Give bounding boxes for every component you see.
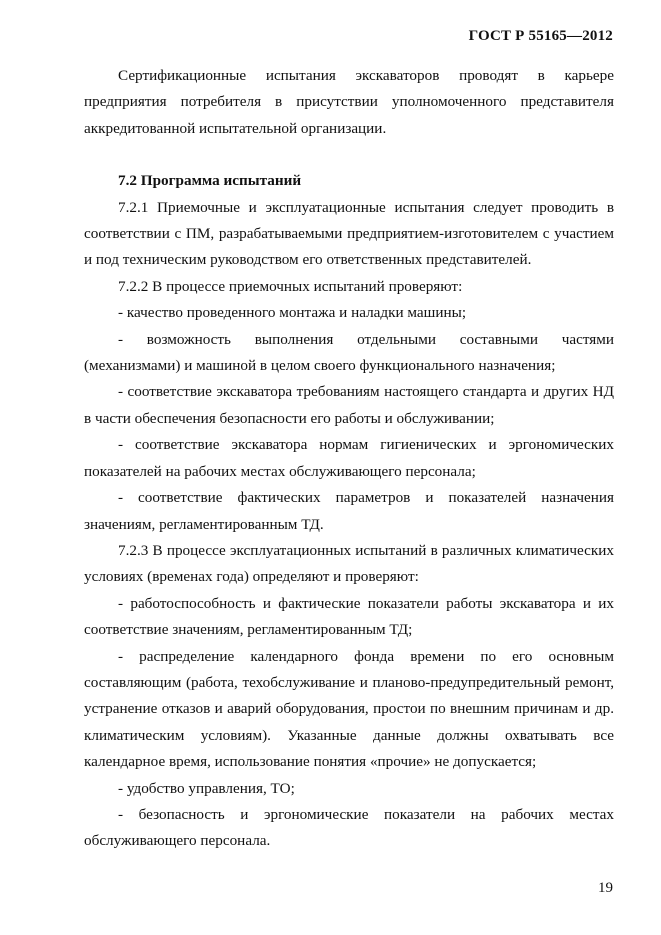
list-item: - качество проведенного монтажа и наладки машины;	[118, 304, 467, 322]
section-heading: 7.2 Программа испытаний	[118, 172, 302, 190]
list-item: - безопасность и эргономические показатели на рабочих местах обслуживающего персонала.	[84, 805, 614, 850]
list-item: - распределение календарного фонда времени по его основным составляющим (работа, техобслуживание и планово-предупредительный ремонт, устранение отказов и аварий оборудования, простои по внешним причинам и др. климатическим условиям). Указанные данные должны охватывать все календарное время, использование понятия «прочие» не допускается;	[84, 647, 614, 771]
document-body	[84, 63, 614, 855]
list-item: - соответствие экскаватора требованиям настоящего стандарта и других НД в части обеспечения безопасности его работы и обслуживании;	[84, 383, 614, 427]
paragraph-7-2-2: 7.2.2 В процессе приемочных испытаний проверяют:	[118, 277, 463, 295]
paragraph-7-2-3: 7.2.3 В процессе эксплуатационных испытаний в различных климатических условиях (временах года) определяют и проверяют:	[84, 541, 614, 586]
list-item: - соответствие фактических параметров и показателей назначения значениям, регламентированным ТД.	[84, 489, 614, 533]
standard-header: ГОСТ Р 55165—2012	[468, 28, 613, 44]
paragraph-certification: Сертификационные испытания экскаваторов проводят в карьере предприятия потребителя в присутствии уполномоченного представителя аккредитованной испытательной организации.	[84, 67, 614, 137]
list-item: - работоспособность и фактические показатели работы экскаватора и их соответствие значениям, регламентированным ТД;	[84, 594, 614, 639]
page-number: 19	[598, 880, 613, 896]
list-item: - возможность выполнения отдельными составными частями (механизмами) и машиной в целом своего функционального назначения;	[84, 330, 614, 375]
paragraph-7-2-1: 7.2.1 Приемочные и эксплуатационные испытания следует проводить в соответствии с ПМ, разрабатываемыми предприятием-изготовителем с участием и под техническим руководством его ответственных представителей.	[84, 198, 614, 269]
list-item: - удобство управления, ТО;	[118, 779, 295, 797]
list-item: - соответствие экскаватора нормам гигиенических и эргономических показателей на рабочих местах обслуживающего персонала;	[84, 436, 614, 480]
